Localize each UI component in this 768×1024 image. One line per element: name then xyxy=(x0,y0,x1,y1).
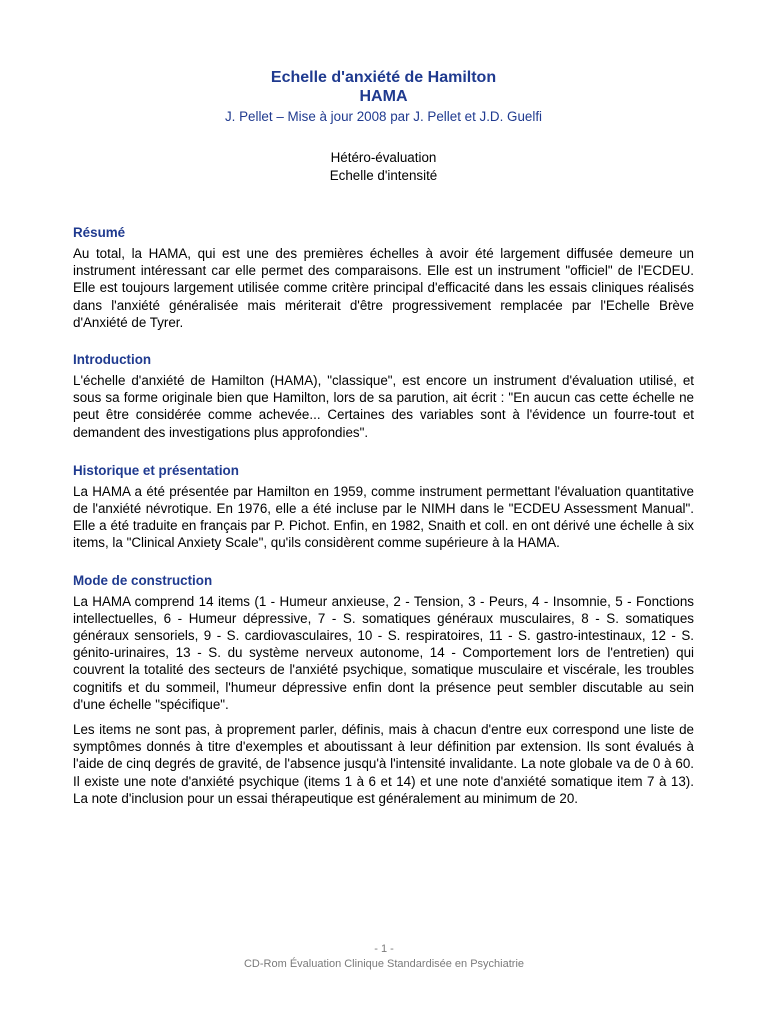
document-title xyxy=(73,68,694,106)
section-historique xyxy=(73,462,694,552)
title-line-1: Echelle d'anxiété de Hamilton xyxy=(270,69,497,86)
section-heading-mode-construction: Mode de construction xyxy=(73,572,213,588)
page-number: - 1 - xyxy=(374,943,394,955)
footer-source: CD-Rom Évaluation Clinique Standardisée en Psychiatrie xyxy=(243,958,525,970)
authors-line: J. Pellet – Mise à jour 2008 par J. Pellet et J.D. Guelfi xyxy=(224,109,543,124)
section-heading-introduction: Introduction xyxy=(73,352,152,368)
title-line-2: HAMA xyxy=(359,88,408,105)
paragraph-resume: Au total, la HAMA, qui est une des premières échelles à avoir été largement diffusée demeure un instrument intéressant car elle permet des comparaisons. Elle est un instrument "officiel" de l'ECDEU. Elle est toujours largement utilisée comme critère principal d'efficacité dans les essais cliniques réalisés dans l'anxiété généralisée mais mériterait d'être progressivement remplacée par l'Echelle Brève d'Anxiété de Tyrer. xyxy=(73,246,694,330)
section-mode-construction xyxy=(73,572,694,807)
paragraph-mode-items: La HAMA comprend 14 items (1 - Humeur anxieuse, 2 - Tension, 3 - Peurs, 4 - Insomnie, 5 - Fonctions intellectuelles, 6 - Humeur dépressive, 7 - S. somatiques généraux musculaires, 8 - S. somatiques généraux sensoriels, 9 - S. cardiovasculaires, 10 - S. respiratoires, 11 - S. gastro-intestinaux, 12 - S. génito-urinaires, 13 - S. du système nerveux autonome, 14 - Comportement lors de l'entretien) qui couvrent la totalité des secteurs de l'anxiété psychique, somatique musculaire et viscérale, les troubles cognitifs et du sommeil, l'humeur dépressive enfin dont la présence peut sembler discutable au sein d'une échelle "spécifique". xyxy=(73,593,694,712)
subtitle-scale-type: Echelle d'intensité xyxy=(329,168,438,183)
subtitle-evaluation-type: Hétéro-évaluation xyxy=(330,150,437,165)
subtitle-block xyxy=(73,149,694,185)
section-introduction xyxy=(73,351,694,441)
paragraph-historique: La HAMA a été présentée par Hamilton en 1959, comme instrument permettant l'évaluation quantitative de l'anxiété névrotique. En 1976, elle a été incluse par le NIMH dans le "ECDEU Assessment Manual". Elle a été traduite en français par P. Pichot. Enfin, en 1982, Snaith et coll. en ont dérivé une échelle à six items, la "Clinical Anxiety Scale", qu'ils considèrent comme supérieure à la HAMA. xyxy=(73,483,694,551)
paragraph-mode-scoring: Les items ne sont pas, à proprement parler, définis, mais à chacun d'entre eux correspond une liste de symptômes donnés à titre d'exemples et aboutissant à leur définition par extension. Ils sont évalués à l'aide de cinq degrés de gravité, de l'absence jusqu'à l'intensité invalidante. La note globale va de 0 à 60. Il existe une note d'anxiété psychique (items 1 à 6 et 14) et une note d'anxiété somatique item 7 à 13). La note d'inclusion pour un essai thérapeutique est généralement au minimum de 20. xyxy=(73,722,694,806)
section-resume xyxy=(73,224,694,331)
paragraph-introduction: L'échelle d'anxiété de Hamilton (HAMA), "classique", est encore un instrument d'évaluation utilisé, et sous sa forme originale bien que Hamilton, lors de sa parution, ait écrit : "En aucun cas cette échelle ne peut être considérée comme achevée... Certaines des variables sont à l'évidence un fourre-tout et demandent des investigations plus approfondies". xyxy=(73,373,694,440)
section-heading-historique: Historique et présentation xyxy=(73,462,239,478)
page-footer xyxy=(0,942,768,972)
document-header xyxy=(73,0,694,185)
section-heading-resume: Résumé xyxy=(73,225,126,240)
